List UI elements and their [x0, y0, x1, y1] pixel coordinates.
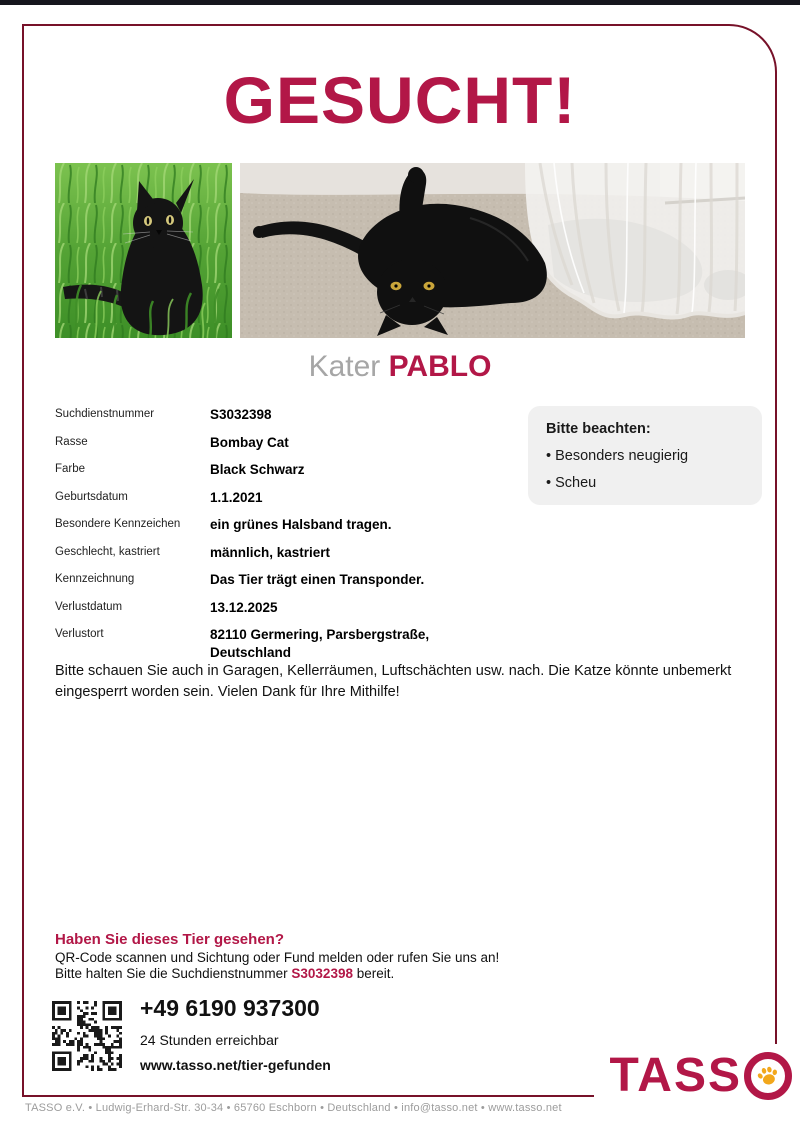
detail-value: 1.1.2021	[210, 489, 263, 505]
pet-name: PABLO	[388, 350, 492, 383]
detail-row	[55, 599, 525, 617]
contact-phone: +49 6190 937300	[140, 995, 320, 1021]
suchdienstnummer-inline: S3032398	[291, 966, 353, 982]
detail-value: ein grünes Halsband tragen.	[210, 517, 392, 533]
detail-label: Besondere Kennzeichen	[55, 518, 181, 531]
poster-title: GESUCHT!	[223, 63, 577, 137]
detail-value: 13.12.2025	[210, 599, 278, 615]
detail-row	[55, 626, 525, 661]
sighting-line2-suffix: bereit.	[356, 966, 395, 982]
contact-website: www.tasso.net/tier-gefunden	[140, 1057, 331, 1073]
tasso-logo-o-ring	[744, 1052, 792, 1100]
pet-type-label: Kater	[308, 350, 381, 383]
detail-label: Geburtsdatum	[55, 490, 128, 503]
contact-availability: 24 Stunden erreichbar	[140, 1032, 279, 1048]
detail-label: Verlustort	[55, 628, 104, 641]
paw-icon	[756, 1064, 780, 1088]
cat-in-grass-illustration	[55, 163, 232, 338]
details-section	[55, 406, 525, 671]
detail-row	[55, 461, 525, 479]
footer-text: TASSO e.V. • Ludwig-Erhard-Str. 30-34 • 65760 Eschborn • Deutschland • info@tasso.net • www.tasso.net	[25, 1102, 562, 1114]
detail-label: Rasse	[55, 435, 88, 448]
note-item: • Scheu	[546, 475, 597, 491]
photo-cat-in-grass	[55, 163, 232, 338]
detail-row	[55, 571, 525, 589]
sighting-line1: QR-Code scannen und Sichtung oder Fund melden oder rufen Sie uns an!	[55, 950, 500, 965]
sighting-line2	[55, 966, 655, 982]
detail-label: Verlustdatum	[55, 600, 123, 613]
cat-on-carpet-illustration	[240, 163, 745, 338]
detail-label: Suchdienstnummer	[55, 408, 155, 420]
sighting-line2-prefix: Bitte halten Sie die Suchdienstnummer	[55, 966, 288, 982]
contact-block	[140, 995, 331, 1073]
detail-label: Geschlecht, kastriert	[55, 545, 160, 558]
detail-label: Kennzeichnung	[55, 573, 135, 586]
sighting-section	[55, 931, 655, 983]
detail-row	[55, 516, 525, 534]
detail-row	[55, 544, 525, 562]
pet-heading	[0, 350, 800, 384]
tasso-logo-text: TASS	[609, 1049, 742, 1102]
detail-value: männlich, kastriert	[210, 544, 331, 560]
detail-row	[55, 406, 525, 424]
detail-row	[55, 434, 525, 452]
detail-value: Das Tier trägt einen Transponder.	[210, 572, 425, 588]
tasso-logo	[594, 1044, 798, 1108]
search-hint: Bitte schauen Sie auch in Garagen, Kellerräumen, Luftschächten usw. nach. Die Katze könnte unbemerkt eingesperrt worden sein. Vielen Dank für Ihre Mithilfe!	[55, 663, 732, 700]
note-item: • Besonders neugierig	[546, 448, 689, 464]
notes-title: Bitte beachten:	[546, 421, 651, 437]
detail-label: Farbe	[55, 463, 86, 476]
detail-row	[55, 489, 525, 507]
photo-cat-on-carpet	[240, 163, 745, 338]
detail-value: Bombay Cat	[210, 434, 289, 450]
qr-code	[52, 1001, 122, 1071]
notes-list	[546, 448, 744, 491]
detail-value: Black Schwarz	[210, 462, 305, 478]
detail-value: 82110 Germering, Parsbergstraße, Deutschland	[210, 627, 430, 660]
sighting-heading: Haben Sie dieses Tier gesehen?	[55, 931, 284, 948]
viewer-top-edge	[0, 0, 800, 5]
notes-box	[528, 406, 762, 505]
detail-value: S3032398	[210, 407, 272, 422]
